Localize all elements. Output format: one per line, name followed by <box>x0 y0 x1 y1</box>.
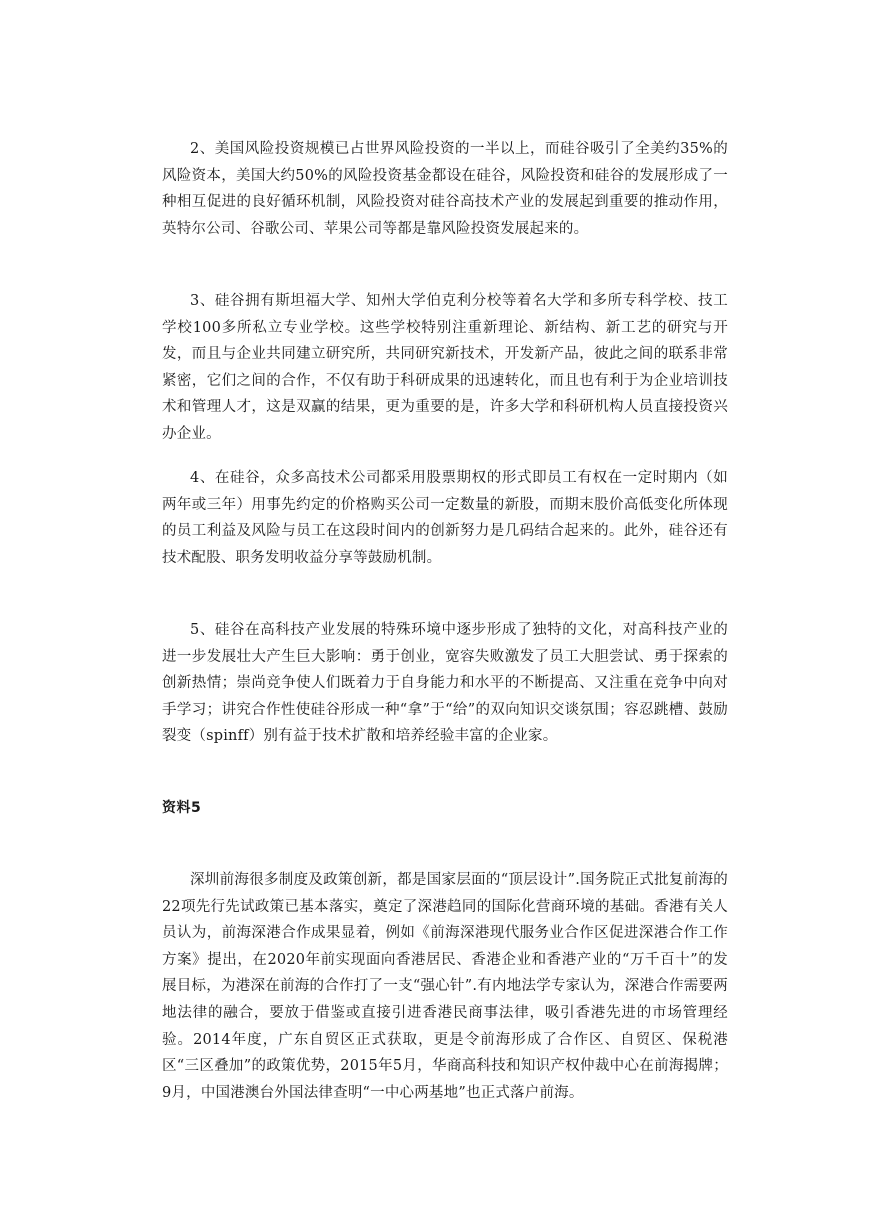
paragraph-qianhai: 深圳前海很多制度及政策创新，都是国家层面的“顶层设计”.国务院正式批复前海的22项先行先试政策已基本落实，奠定了深港趋同的国际化营商环境的基础。香港有关人员认为，前海深港合作成果显着，例如《前海深港现代服务业合作区促进深港合作工作方案》提出，在2020年前实现面向香港居民、香港企业和香港产业的“万千百十”的发展目标，为港深在前海的合作打了一支“强心针”.有内地法学专家认为，深港合作需要两地法律的融合，要放于借鉴或直接引进香港民商事法律，吸引香港先进的市场管理经验。2014年度，广东自贸区正式获取，更是令前海形成了合作区、自贸区、保税港区“三区叠加”的政策优势，2015年5月，华商高科技和知识产权仲裁中心在前海揭牌；9月，中国港澳台外国法律查明“一中心两基地”也正式落户前海。 <box>162 872 728 1101</box>
paragraph-universities: 3、硅谷拥有斯坦福大学、知州大学伯克利分校等着名大学和多所专科学校、技工学校100多所私立专业学校。这些学校特别注重新理论、新结构、新工艺的研究与开发，而且与企业共同建立研究所，共同研究新技术，开发新产品，彼此之间的联系非常紧密，它们之间的合作，不仅有助于科研成果的迅速转化，而且也有利于为企业培训技术和管理人才，这是双赢的结果，更为重要的是，许多大学和科研机构人员直接投资兴办企业。 <box>162 293 728 442</box>
paragraph-culture: 5、硅谷在高科技产业发展的特殊环境中逐步形成了独特的文化，对高科技产业的进一步发展壮大产生巨大影响：勇于创业，宽容失败激发了员工大胆尝试、勇于探索的创新热情；崇尚竞争使人们既着力于自身能力和水平的不断提高、又注重在竞争中向对手学习；讲究合作性使硅谷形成一种“拿”于“给”的双向知识交谈氛围；容忍跳槽、鼓励裂变（spinff）别有益于技术扩散和培养经验丰富的企业家。 <box>162 622 728 745</box>
section-heading: 资料5 <box>162 800 202 816</box>
paragraph-venture-capital: 2、美国风险投资规模已占世界风险投资的一半以上，而硅谷吸引了全美约35%的风险资本，美国大约50%的风险投资基金都设在硅谷，风险投资和硅谷的发展形成了一种相互促进的良好循环机制，风险投资对硅谷高技术产业的发展起到重要的推动作用，英特尔公司、谷歌公司、苹果公司等都是靠风险投资发展起来的。 <box>162 141 728 237</box>
paragraph-stock-options: 4、在硅谷，众多高技术公司都采用股票期权的形式即员工有权在一定时期内（如两年或三年）用事先约定的价格购买公司一定数量的新股，而期末股价高低变化所体现的员工利益及风险与员工在这段时间内的创新努力是几码结合起来的。此外，硅谷还有技术配股、职务发明收益分享等鼓励机制。 <box>162 470 728 566</box>
